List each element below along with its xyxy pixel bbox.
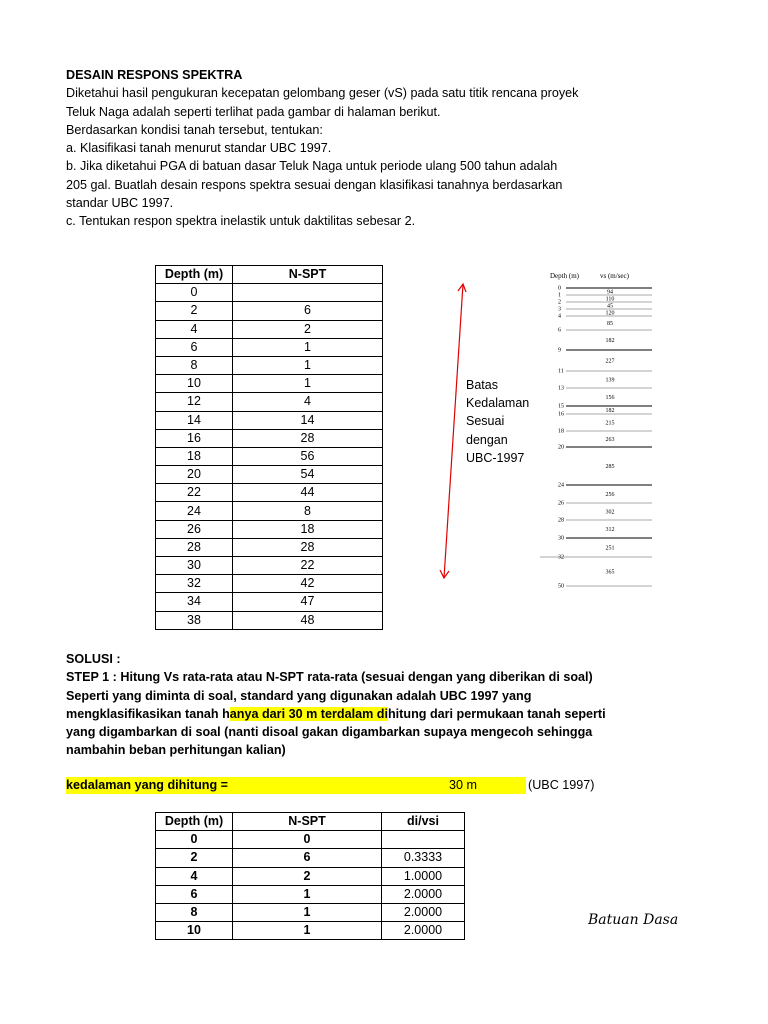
calc-table [155,812,465,940]
problem-line: standar UBC 1997. [66,196,174,211]
table-row [156,922,465,940]
table-row [156,284,383,302]
table-row [156,520,383,538]
depth-label: 32 [558,554,564,561]
nspt-cell: 56 [233,447,383,465]
vs-value-label: 110 [605,296,615,303]
kedalaman-note: (UBC 1997) [528,778,595,792]
nspt-cell: 18 [233,520,383,538]
depth-cell: 20 [156,466,233,484]
problem-line: Diketahui hasil pengukuran kecepatan gelombang geser (vS) pada satu titik rencana proyek [66,86,579,101]
depth-cell: 22 [156,484,233,502]
column-header: N-SPT [233,813,382,831]
nspt-cell: 1 [233,885,382,903]
depth-cell: 2 [156,849,233,867]
depth-cell: 28 [156,538,233,556]
di-vsi-cell: 1.0000 [382,867,465,885]
table-row [156,484,383,502]
depth-label: 6 [558,327,561,334]
nspt-cell: 2 [233,320,383,338]
label-line: Batas [466,378,498,392]
table-row [156,356,383,374]
depth-label: 28 [558,517,564,524]
table-row [156,466,383,484]
table-row [156,867,465,885]
label-line: Kedalaman [466,396,530,411]
solution-line: Seperti yang diminta di soal, standard yang digunakan adalah UBC 1997 yang [66,688,532,703]
depth-label: 2 [558,299,561,306]
depth-cell: 8 [156,903,233,921]
problem-statement [66,66,626,231]
vs-header: vs (m/sec) [600,272,629,280]
depth-label: 11 [558,368,564,375]
problem-line: b. Jika diketahui PGA di batuan dasar Teluk Naga untuk periode ulang 500 tahun adalah [66,159,558,174]
nspt-cell: 1 [233,375,383,393]
depth-cell: 32 [156,575,233,593]
nspt-cell: 6 [233,849,382,867]
vs-value-label: 85 [607,321,613,327]
table-row [156,849,465,867]
table-row [156,302,383,320]
vs-value-label: 45 [607,303,613,310]
problem-line: a. Klasifikasi tanah menurut standar UBC 1997. [66,141,332,156]
nspt-cell [233,284,383,302]
solution-heading: SOLUSI : [66,652,121,666]
depth-cell: 6 [156,338,233,356]
vs-value-label: 256 [605,492,615,498]
depth-label: 9 [558,347,561,354]
depth-cell: 12 [156,393,233,411]
calc-table-body [156,831,465,940]
problem-line: c. Tentukan respon spektra inelastik untuk daktilitas sebesar 2. [66,214,416,229]
solution-line [66,705,606,723]
table-row [156,447,383,465]
depth-label: 3 [558,306,561,313]
depth-label: 18 [558,428,564,435]
vs-value-label: 251 [605,545,615,552]
nspt-cell: 28 [233,538,383,556]
depth-label: 13 [558,385,564,392]
vs-value-label: 312 [605,527,615,533]
table-row [156,593,383,611]
depth-cell: 18 [156,447,233,465]
table-row [156,575,383,593]
nspt-table-body [156,284,383,630]
nspt-cell: 47 [233,593,383,611]
depth-cell: 10 [156,375,233,393]
depth-cell: 14 [156,411,233,429]
depth-cell: 10 [156,922,233,940]
problem-title: DESAIN RESPONS SPEKTRA [66,68,243,82]
table-row [156,375,383,393]
table-row [156,393,383,411]
kedalaman-value: 30 m [449,778,477,792]
depth-label: 50 [558,583,564,590]
nspt-cell: 1 [233,922,382,940]
depth-label: 1 [558,292,561,299]
nspt-cell: 0 [233,831,382,849]
label-line: Sesuai [466,414,505,429]
column-header: N-SPT [233,266,383,284]
table-row [156,903,465,921]
vs-value-label: 182 [605,408,615,414]
depth-cell: 0 [156,831,233,849]
column-header: Depth (m) [156,266,233,284]
nspt-cell: 22 [233,557,383,575]
table-row [156,502,383,520]
vs-value-label: 263 [605,437,615,443]
vs-value-label: 94 [607,289,613,296]
text-run: mengklasifikasikan tanah h [66,706,230,721]
column-header: Depth (m) [156,813,233,831]
vs-value-label: 215 [605,420,615,427]
depth-label: 0 [558,285,561,292]
depth-limit-arrow [430,280,470,582]
depth-header: Depth (m) [550,272,579,280]
vs-value-label: 365 [605,569,615,576]
table-row [156,429,383,447]
depth-cell: 30 [156,557,233,575]
label-line: dengan [466,432,508,447]
problem-line: 205 gal. Buatlah desain respons spektra sesuai dengan klasifikasi tanahnya berdasarkan [66,177,563,192]
problem-line: Teluk Naga adalah seperti terlihat pada gambar di halaman berikut. [66,104,441,119]
table-header-row [156,266,383,284]
vs-value-label: 227 [605,358,615,365]
depth-label: 24 [558,482,564,489]
text-run: hitung dari permukaan tanah seperti [387,706,606,721]
nspt-cell: 6 [233,302,383,320]
vs-value-label: 302 [605,509,615,516]
depth-label: 30 [558,535,564,542]
solution-section [66,650,606,760]
di-vsi-cell [382,831,465,849]
solution-line: nambahin beban perhitungan kalian) [66,743,286,758]
kedalaman-label: kedalaman yang dihitung = [66,777,526,794]
nspt-cell: 14 [233,411,383,429]
di-vsi-cell: 0.3333 [382,849,465,867]
depth-cell: 26 [156,520,233,538]
nspt-cell: 2 [233,867,382,885]
nspt-cell: 8 [233,502,383,520]
table-row [156,411,383,429]
nspt-cell: 1 [233,338,383,356]
nspt-cell: 1 [233,903,382,921]
depth-cell: 38 [156,611,233,629]
nspt-cell: 4 [233,393,383,411]
di-vsi-cell: 2.0000 [382,922,465,940]
depth-cell: 4 [156,867,233,885]
column-header: di/vsi [382,813,465,831]
label-line: UBC-1997 [466,450,525,465]
handwritten-note: Batuan Dasa [588,912,679,928]
nspt-cell: 54 [233,466,383,484]
vs-value-label: 120 [605,310,615,317]
depth-cell: 24 [156,502,233,520]
vs-value-label: 139 [605,377,615,384]
depth-cell: 34 [156,593,233,611]
table-row [156,338,383,356]
depth-limit-label [466,376,529,467]
vs-profile-figure [540,268,660,613]
vs-value-label: 285 [605,464,615,470]
table-row [156,831,465,849]
nspt-cell: 42 [233,575,383,593]
table-row [156,320,383,338]
depth-cell: 6 [156,885,233,903]
depth-cell: 0 [156,284,233,302]
vs-value-label: 182 [605,338,615,344]
nspt-cell: 1 [233,356,383,374]
step-one-text: STEP 1 : Hitung Vs rata-rata atau N-SPT rata-rata (sesuai dengan yang diberikan di soal) [66,670,593,685]
nspt-table [155,265,383,630]
table-row [156,611,383,629]
depth-label: 26 [558,500,564,507]
table-row [156,538,383,556]
depth-cell: 16 [156,429,233,447]
highlighted-text: anya dari 30 m terdalam di [229,706,388,721]
depth-label: 16 [558,411,564,418]
nspt-cell: 44 [233,484,383,502]
depth-label: 20 [558,444,564,451]
di-vsi-cell: 2.0000 [382,903,465,921]
table-row [156,885,465,903]
depth-label: 15 [558,403,564,410]
table-row [156,557,383,575]
di-vsi-cell: 2.0000 [382,885,465,903]
nspt-cell: 28 [233,429,383,447]
depth-label: 4 [558,313,561,320]
problem-line: Berdasarkan kondisi tanah tersebut, tentukan: [66,122,323,137]
depth-cell: 8 [156,356,233,374]
table-header-row [156,813,465,831]
nspt-cell: 48 [233,611,383,629]
depth-cell: 4 [156,320,233,338]
vs-value-label: 156 [605,395,615,401]
depth-cell: 2 [156,302,233,320]
solution-line: yang digambarkan di soal (nanti disoal gakan digambarkan supaya mengecoh sehingga [66,725,593,740]
